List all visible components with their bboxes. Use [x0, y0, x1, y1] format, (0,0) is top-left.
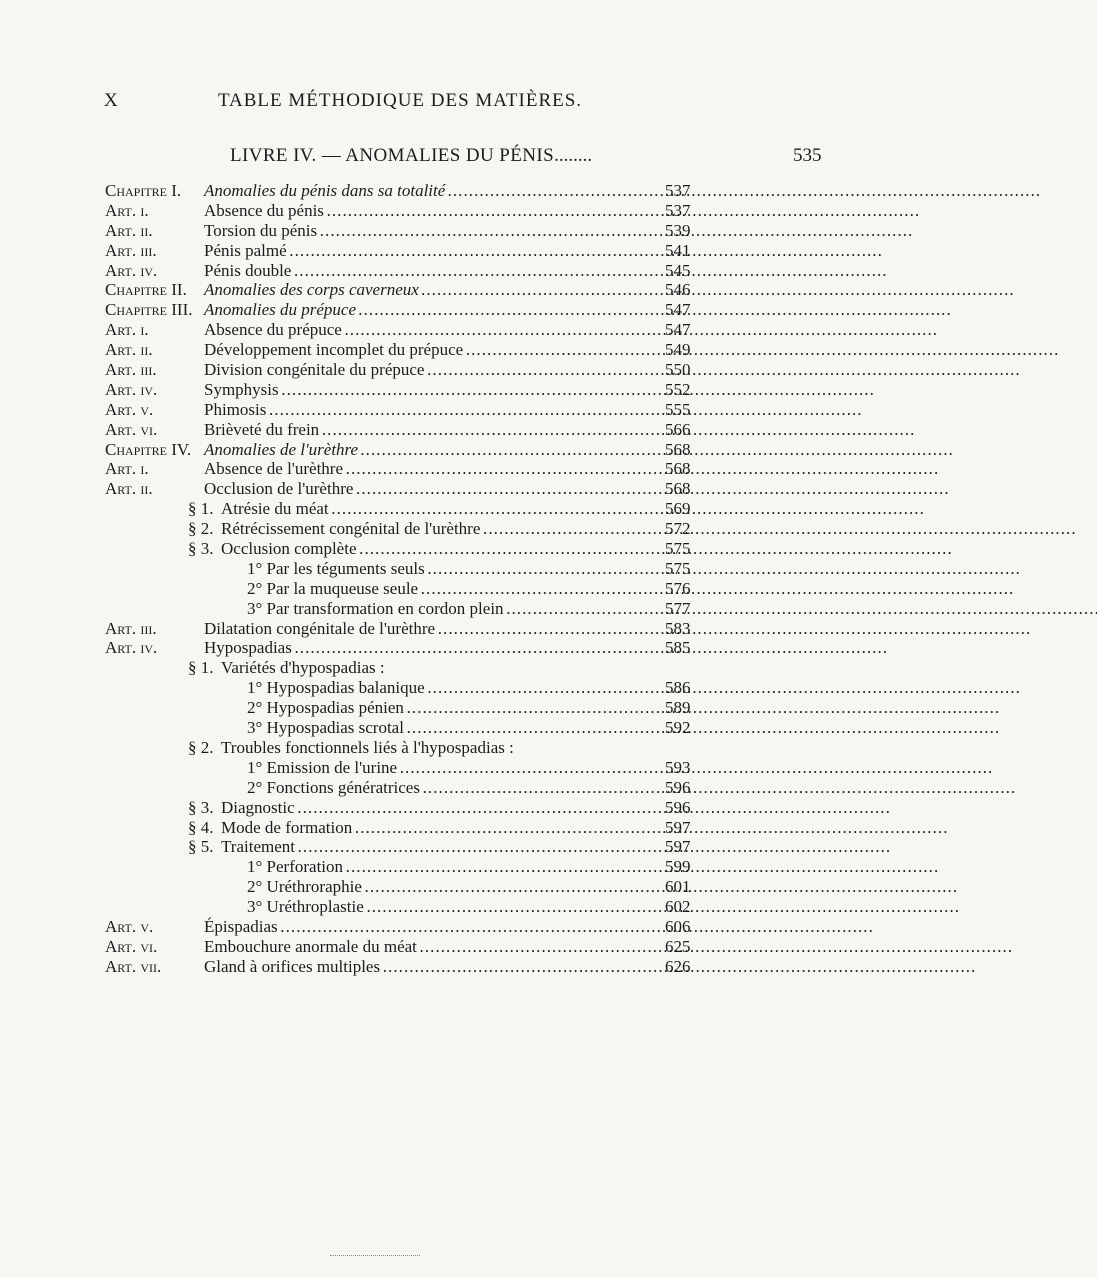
entry-page: 596	[665, 777, 691, 797]
entry-page: 576	[665, 578, 691, 598]
article-label: Art. v.	[105, 399, 154, 419]
entry-page: 597	[665, 837, 691, 857]
section-label: § 2.	[188, 737, 214, 757]
article-label: Art. i.	[105, 459, 149, 479]
toc-entry	[0, 181, 800, 201]
toc-entry	[0, 420, 800, 440]
entry-page: 589	[665, 698, 691, 718]
entry-title: Rétrécissement congénital de l'urèthre . . .	[221, 519, 640, 539]
toc-entry	[0, 877, 800, 897]
section-label: § 5.	[188, 837, 214, 857]
book-page: 535	[793, 145, 822, 166]
section-label: § 1.	[188, 499, 214, 519]
entry-title: Diagnostic . . .	[221, 798, 640, 818]
entry-page: 547	[665, 300, 691, 320]
entry-page: 626	[665, 956, 691, 976]
chapter-label: Chapitre II.	[105, 280, 187, 300]
subsection-title: 1° Par les téguments seuls . . .	[247, 559, 640, 579]
entry-page: 585	[665, 638, 691, 658]
subsection-title: 1° Perforation . . .	[247, 857, 640, 877]
toc-entry	[0, 917, 800, 937]
toc-entry	[0, 241, 800, 261]
article-label: Art. vii.	[105, 956, 162, 976]
toc-entry	[0, 559, 800, 579]
toc-entry	[0, 957, 800, 977]
section-label: § 3.	[188, 539, 214, 559]
book-leader-dots: ........	[554, 145, 593, 166]
subsection-title: 3° Uréthroplastie . . .	[247, 897, 640, 917]
entry-page: 586	[665, 678, 691, 698]
page-number: X	[104, 90, 118, 111]
entry-page: 625	[665, 936, 691, 956]
subsection-title: 1° Hypospadias balanique . . .	[247, 678, 640, 698]
entry-page: 568	[665, 459, 691, 479]
entry-title: Pénis double . . .	[204, 261, 640, 281]
subsection-title: 2° Uréthroraphie . . .	[247, 877, 640, 897]
book-title: LIVRE IV. — ANOMALIES DU PÉNIS	[230, 145, 555, 166]
entry-page: 546	[665, 280, 691, 300]
entry-title: Embouchure anormale du méat . . .	[204, 937, 640, 957]
subsection-title: 3° Par transformation en cordon plein . . .	[247, 599, 640, 619]
subsection-title: 3° Hypospadias scrotal . . .	[247, 718, 640, 738]
toc-entry	[0, 758, 800, 778]
entry-page: 545	[665, 260, 691, 280]
entry-page: 568	[665, 479, 691, 499]
entry-title: Atrésie du méat . . .	[221, 499, 640, 519]
page-title: TABLE MÉTHODIQUE DES MATIÈRES.	[217, 90, 583, 111]
entry-page: 599	[665, 857, 691, 877]
entry-title: Variétés d'hypospadias :	[221, 658, 385, 678]
toc-entry	[0, 638, 800, 658]
entry-page: 577	[665, 598, 691, 618]
entry-page: 568	[665, 439, 691, 459]
entry-title: Mode de formation . . .	[221, 818, 640, 838]
entry-title: Brièveté du frein . . .	[204, 420, 640, 440]
chapter-label: Chapitre I.	[105, 181, 182, 200]
toc-entry	[0, 340, 800, 360]
toc-entry	[0, 658, 800, 678]
entry-title: Traitement . . .	[221, 837, 640, 857]
toc-entry	[0, 718, 800, 738]
running-header	[0, 90, 800, 116]
entry-page: 593	[665, 757, 691, 777]
entry-page: 547	[665, 320, 691, 340]
entry-title: Troubles fonctionnels liés à l'hypospadias :	[221, 737, 514, 757]
toc-entry	[0, 798, 800, 818]
entry-title: Anomalies des corps caverneux . . .	[204, 280, 640, 300]
entry-title: Occlusion de l'urèthre . . .	[204, 479, 640, 499]
entry-page: 537	[665, 181, 691, 200]
toc-entry	[0, 599, 800, 619]
section-label: § 3.	[188, 797, 214, 817]
entry-title: Anomalies du prépuce . . .	[204, 300, 640, 320]
entry-page: 601	[665, 877, 691, 897]
toc-entry	[0, 261, 800, 281]
entry-title: Hypospadias . . .	[204, 638, 640, 658]
entry-page: 596	[665, 797, 691, 817]
entry-page: 566	[665, 419, 691, 439]
entry-page: 541	[665, 240, 691, 260]
toc-entry	[0, 818, 800, 838]
entry-page: 550	[665, 360, 691, 380]
article-label: Art. i.	[105, 200, 149, 220]
entry-title: Symphysis . . .	[204, 380, 640, 400]
article-label: Art. iv.	[105, 379, 158, 399]
entry-title: Occlusion complète . . .	[221, 539, 640, 559]
article-label: Art. ii.	[105, 340, 153, 360]
entry-title: Division congénitale du prépuce . . .	[204, 360, 640, 380]
subsection-title: 2° Par la muqueuse seule . . .	[247, 579, 640, 599]
decorative-rule	[330, 1255, 420, 1258]
entry-page: 572	[665, 519, 691, 539]
chapter-label: Chapitre IV.	[105, 439, 192, 459]
toc-entry	[0, 678, 800, 698]
entry-title: Absence du prépuce . . .	[204, 320, 640, 340]
section-label: § 4.	[188, 817, 214, 837]
toc-entry	[0, 579, 800, 599]
toc-entry	[0, 360, 800, 380]
entry-page: 583	[665, 618, 691, 638]
toc-entry	[0, 459, 800, 479]
entry-page: 602	[665, 897, 691, 917]
toc-entry	[0, 201, 800, 221]
entry-page: 539	[665, 220, 691, 240]
entry-title: Phimosis . . .	[204, 400, 640, 420]
entry-title: Torsion du pénis . . .	[204, 221, 640, 241]
toc-entry	[0, 320, 800, 340]
article-label: Art. iii.	[105, 618, 157, 638]
entry-title: Anomalies du pénis dans sa totalité . . .	[204, 181, 640, 201]
subsection-title: 2° Hypospadias pénien . . .	[247, 698, 640, 718]
article-label: Art. iv.	[105, 638, 158, 658]
entry-title: Dilatation congénitale de l'urèthre . . .	[204, 619, 640, 639]
entry-title: Absence du pénis . . .	[204, 201, 640, 221]
toc-entry	[0, 897, 800, 917]
entry-title: Épispadias . . .	[204, 917, 640, 937]
toc-entry	[0, 519, 800, 539]
book-heading	[230, 145, 822, 171]
entry-title: Développement incomplet du prépuce . . .	[204, 340, 640, 360]
toc-entry	[0, 857, 800, 877]
toc-entry	[0, 837, 800, 857]
toc-entry	[0, 619, 800, 639]
toc-entry	[0, 479, 800, 499]
table-of-contents	[0, 181, 800, 977]
entry-page: 569	[665, 499, 691, 519]
entry-page: 552	[665, 379, 691, 399]
article-label: Art. v.	[105, 916, 154, 936]
article-label: Art. ii.	[105, 479, 153, 499]
entry-title: Absence de l'urèthre . . .	[204, 459, 640, 479]
entry-page: 597	[665, 817, 691, 837]
toc-entry	[0, 778, 800, 798]
entry-page: 606	[665, 916, 691, 936]
entry-title: Gland à orifices multiples . . .	[204, 957, 640, 977]
toc-entry	[0, 698, 800, 718]
section-label: § 1.	[188, 658, 214, 678]
toc-entry	[0, 499, 800, 519]
article-label: Art. vi.	[105, 936, 158, 956]
chapter-label: Chapitre III.	[105, 300, 193, 320]
article-label: Art. vi.	[105, 419, 158, 439]
article-label: Art. i.	[105, 320, 149, 340]
entry-title: Pénis palmé . . .	[204, 241, 640, 261]
entry-page: 575	[665, 539, 691, 559]
toc-entry	[0, 221, 800, 241]
toc-entry	[0, 440, 800, 460]
toc-entry	[0, 400, 800, 420]
entry-page: 549	[665, 340, 691, 360]
toc-entry	[0, 937, 800, 957]
toc-entry	[0, 380, 800, 400]
toc-entry	[0, 738, 800, 758]
entry-page: 555	[665, 399, 691, 419]
article-label: Art. iv.	[105, 260, 158, 280]
subsection-title: 2° Fonctions génératrices . . .	[247, 778, 640, 798]
article-label: Art. iii.	[105, 240, 157, 260]
subsection-title: 1° Emission de l'urine . . .	[247, 758, 640, 778]
entry-page: 575	[665, 558, 691, 578]
toc-entry	[0, 280, 800, 300]
toc-entry	[0, 300, 800, 320]
entry-title: Anomalies de l'urèthre . . .	[204, 440, 640, 460]
toc-entry	[0, 539, 800, 559]
entry-page: 537	[665, 200, 691, 220]
section-label: § 2.	[188, 519, 214, 539]
article-label: Art. iii.	[105, 360, 157, 380]
article-label: Art. ii.	[105, 220, 153, 240]
entry-page: 592	[665, 718, 691, 738]
